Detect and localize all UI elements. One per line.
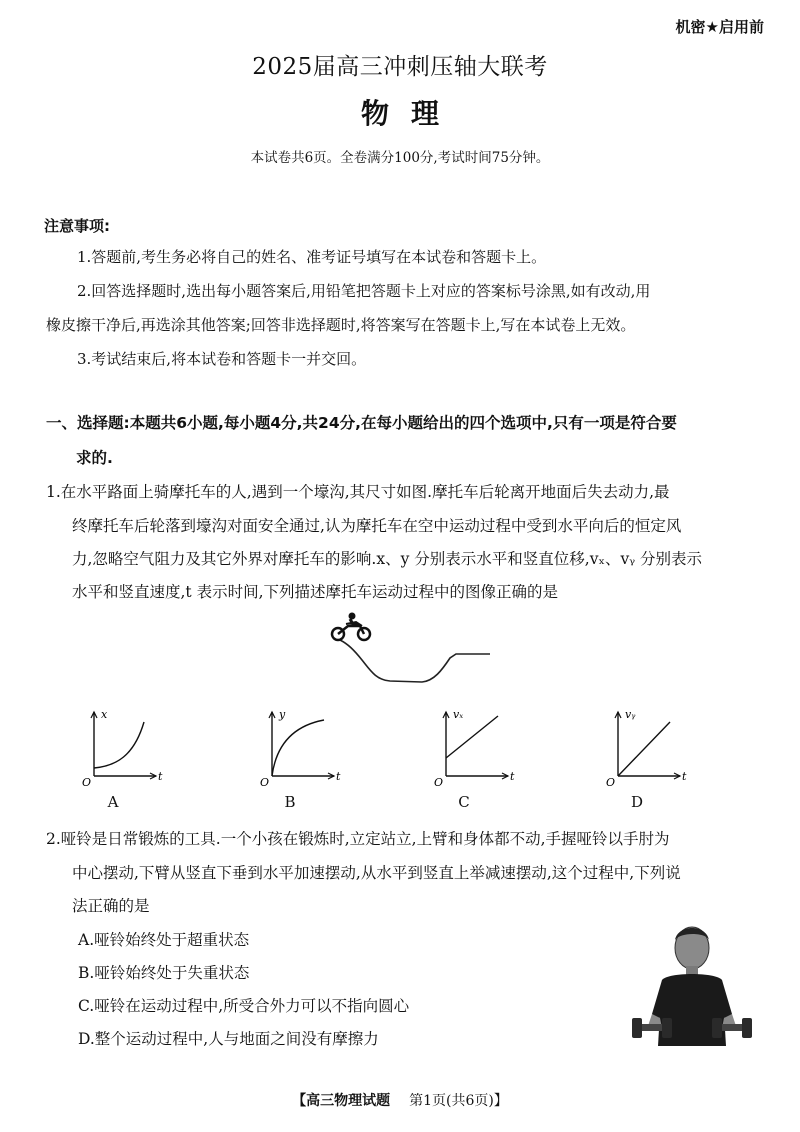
notice-title: 注意事项: — [44, 217, 110, 235]
notice-line-4: 3.考试结束后,将本试卷和答题卡一并交回。 — [77, 350, 367, 368]
q1-line-4: 水平和竖直速度,t 表示时间,下列描述摩托车运动过程中的图像正确的是 — [72, 583, 559, 601]
origin-label: O — [606, 776, 616, 789]
curve — [446, 716, 498, 758]
q2-line-2: 中心摆动,下臂从竖直下垂到水平加速摆动,从水平到竖直上举减速摆动,这个过程中,下列说 — [72, 864, 681, 882]
q1-line-2: 终摩托车后轮落到壕沟对面安全通过,认为摩托车在空中运动过程中受到水平向后的恒定风 — [72, 517, 682, 535]
y-axis-label: vᵧ — [625, 708, 636, 721]
y-axis-label: vₓ — [453, 708, 464, 721]
graph-label-d[interactable]: D — [630, 793, 644, 811]
q1-line-3: 力,忽略空气阻力及其它外界对摩托车的影响.x、y 分别表示水平和竖直位移,vₓ、vᵧ 分别表示 — [72, 550, 703, 568]
graph-label-b[interactable]: B — [284, 793, 296, 811]
exam-title: 2025届高三冲刺压轴大联考 — [252, 54, 548, 80]
motorcycle-icon — [332, 613, 370, 641]
confidential-mark: 机密★启用前 — [675, 18, 764, 36]
page-footer — [0, 1090, 800, 1110]
section-heading-cont: 求的. — [76, 449, 113, 467]
q2-option-a[interactable]: A.哑铃始终处于超重状态 — [78, 931, 250, 949]
q2-line-3: 法正确的是 — [72, 897, 150, 915]
section-heading: 一、选择题:本题共6小题,每小题4分,共24分,在每小题给出的四个选项中,只有一项是符合要 — [46, 414, 677, 432]
footer-page: 第1页(共6页)】 — [409, 1093, 508, 1109]
notice-line-2: 2.回答选择题时,选出每小题答案后,用铅笔把答题卡上对应的答案标号涂黑,如有改动,用 — [77, 282, 651, 300]
y-axis-label: x — [101, 708, 108, 721]
x-axis-label: t — [510, 770, 515, 783]
curve — [272, 720, 324, 776]
origin-label: O — [260, 776, 270, 789]
origin-label: O — [82, 776, 92, 789]
graph-label-c[interactable]: C — [458, 793, 470, 811]
graph-label-a[interactable]: A — [107, 793, 119, 811]
exam-info: 本试卷共6页。全卷满分100分,考试时间75分钟。 — [250, 150, 550, 166]
x-axis-label: t — [158, 770, 163, 783]
ditch-figure — [310, 610, 500, 690]
curve — [618, 722, 670, 776]
origin-label: O — [434, 776, 444, 789]
notice-line-1: 1.答题前,考生务必将自己的姓名、准考证号填写在本试卷和答题卡上。 — [77, 248, 547, 266]
graph-d — [606, 708, 687, 789]
graph-b — [260, 708, 341, 789]
notice-line-3: 橡皮擦干净后,再选涂其他答案;回答非选择题时,将答案写在答题卡上,写在本试卷上无效。 — [46, 316, 636, 334]
x-axis-label: t — [682, 770, 687, 783]
graph-a — [82, 708, 163, 789]
graph-c — [434, 708, 515, 789]
x-axis-label: t — [336, 770, 341, 783]
subject-title: 物理 — [360, 97, 461, 130]
child-dumbbell-photo — [628, 918, 758, 1048]
curve — [94, 722, 144, 768]
y-axis-label: y — [279, 708, 286, 721]
q2-option-d[interactable]: D.整个运动过程中,人与地面之间没有摩擦力 — [78, 1030, 379, 1048]
q1-graphs — [70, 700, 730, 795]
q2-option-c[interactable]: C.哑铃在运动过程中,所受合外力可以不指向圆心 — [78, 997, 410, 1015]
footer-subject: 【高三物理试题 — [292, 1093, 391, 1109]
q2-option-b[interactable]: B.哑铃始终处于失重状态 — [78, 964, 250, 982]
q1-line-1: 1.在水平路面上骑摩托车的人,遇到一个壕沟,其尺寸如图.摩托车后轮离开地面后失去动力,最 — [46, 483, 670, 501]
q2-line-1: 2.哑铃是日常锻炼的工具.一个小孩在锻炼时,立定站立,上臂和身体都不动,手握哑铃以手肘为 — [46, 830, 670, 848]
